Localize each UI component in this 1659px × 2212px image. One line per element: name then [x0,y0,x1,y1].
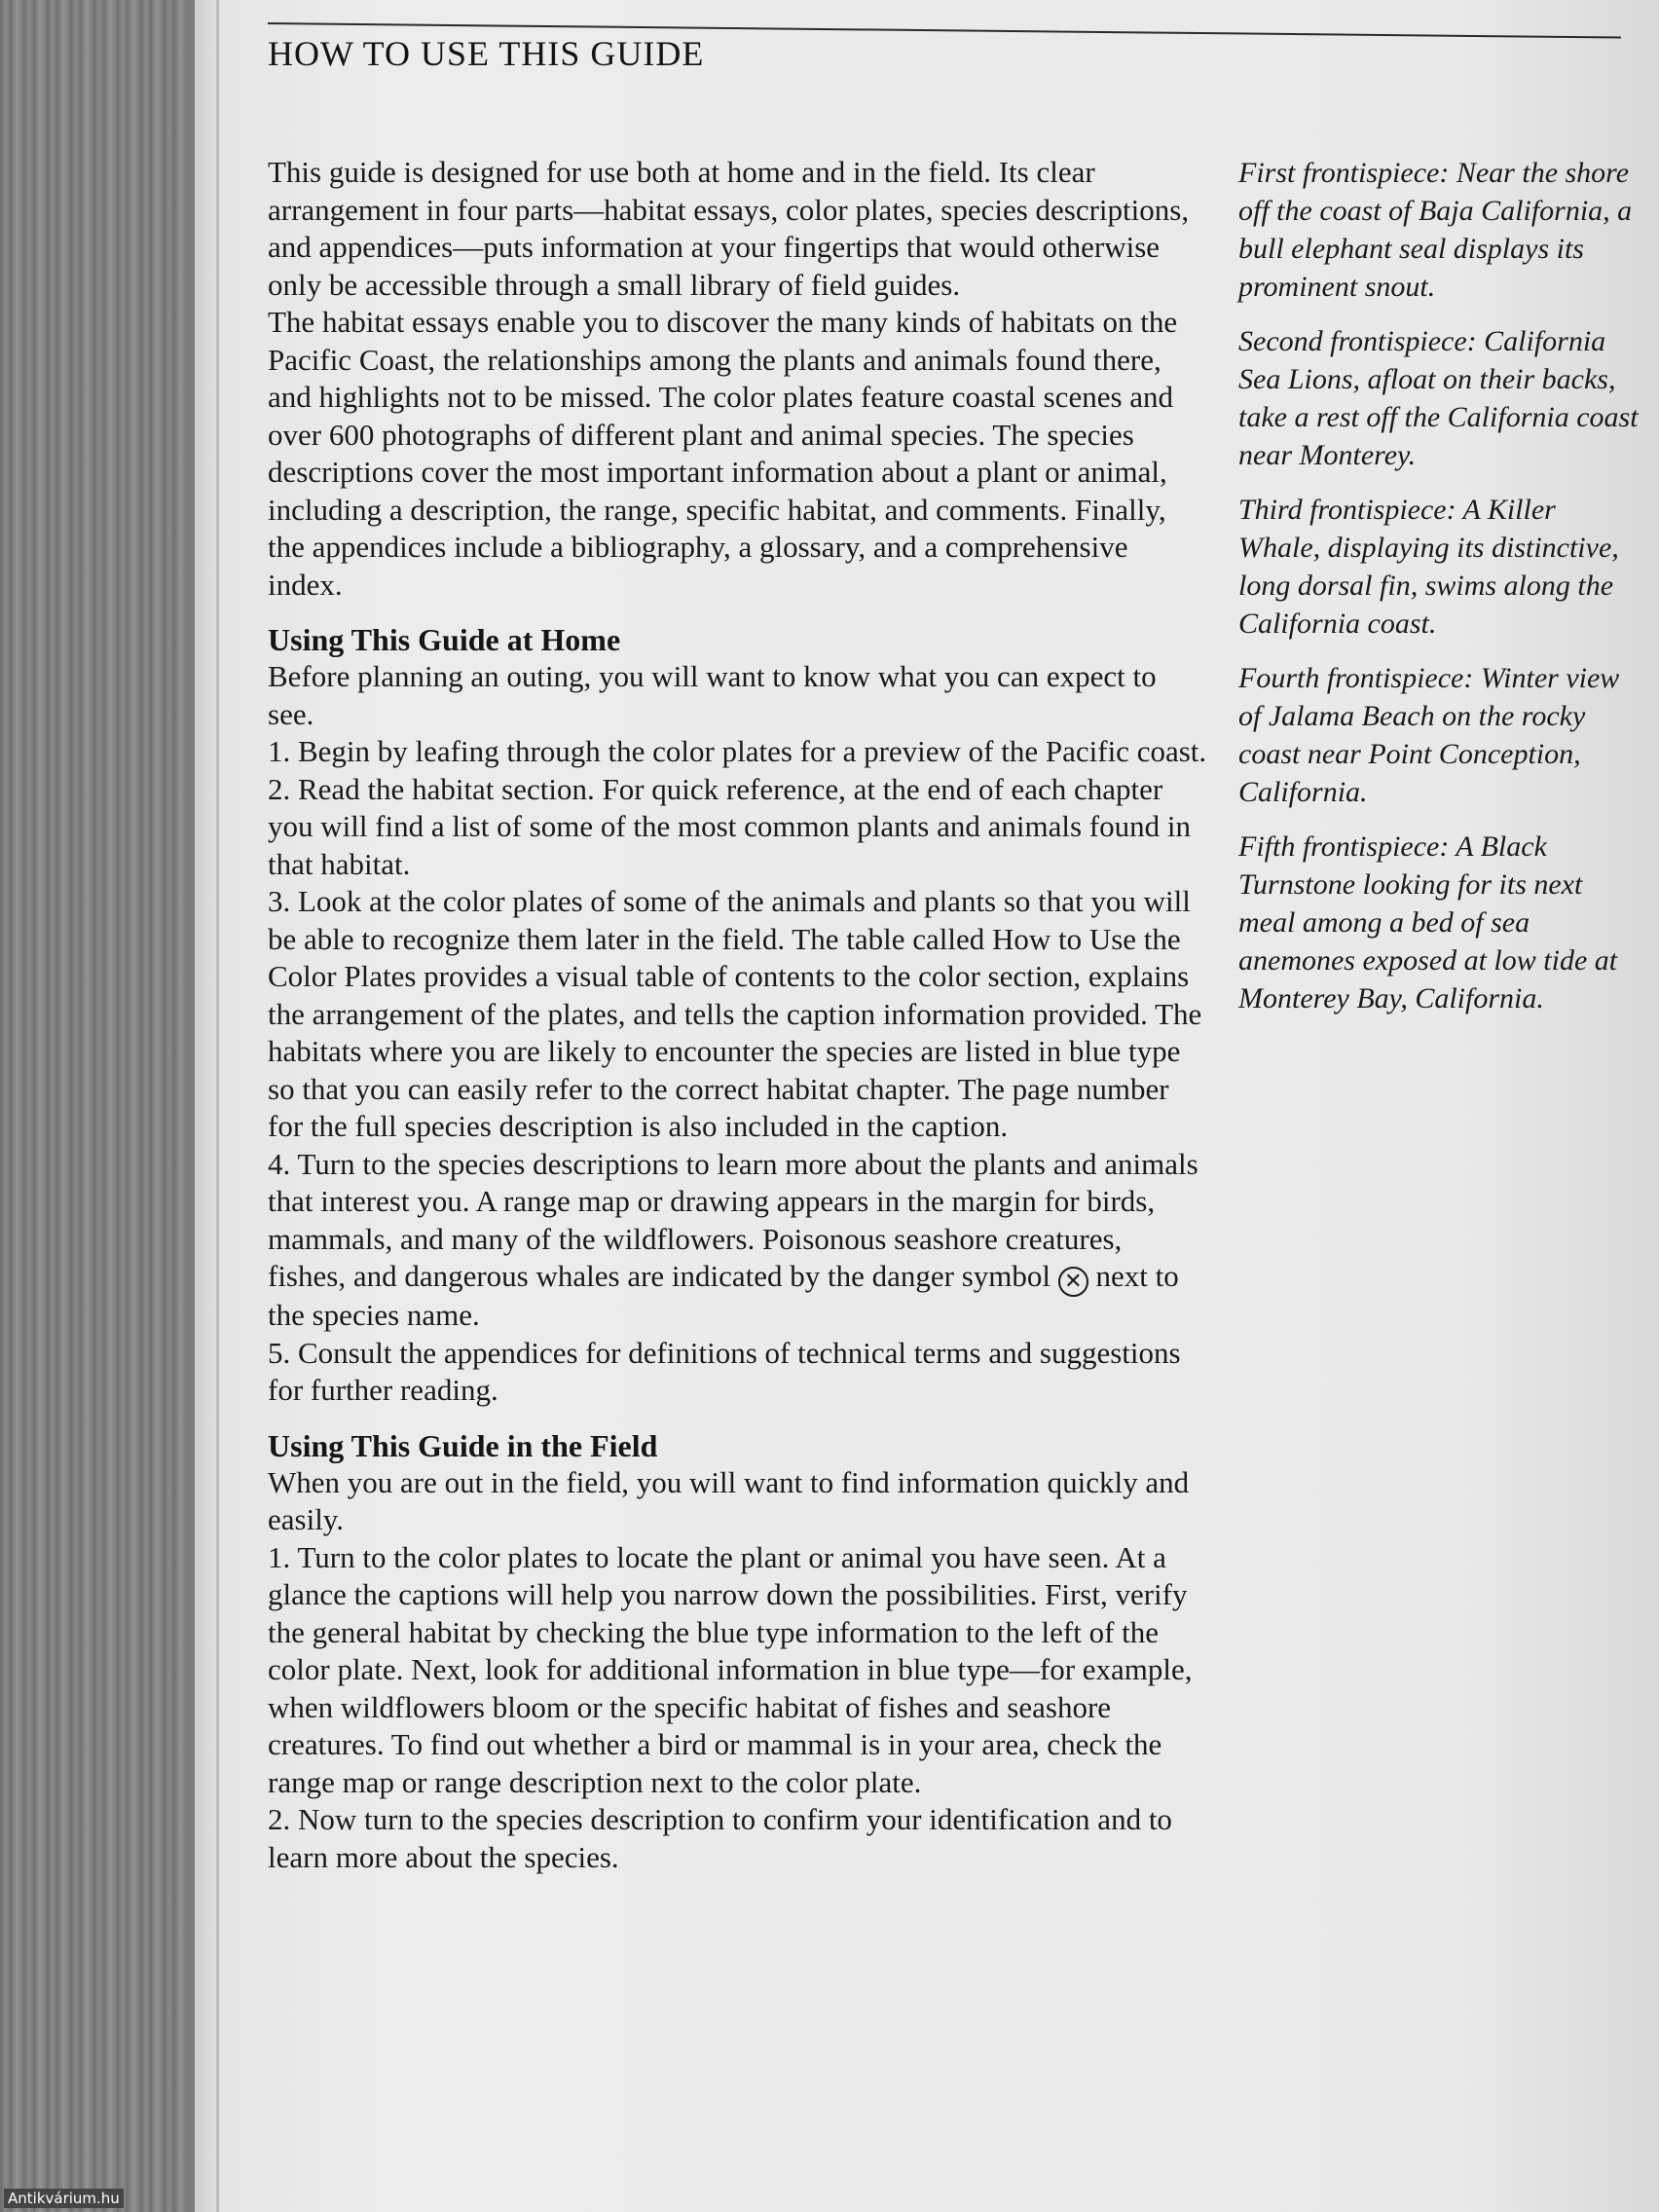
step-item: 1. Turn to the color plates to locate the plant or animal you have seen. At a glance the captions will help you narrow down the possibilities. First, verify the general habitat by checking the blue type information to the left of the color plate. Next, look for additional information in blue type—for example, when wildflowers bloom or the specific habitat of fishes and seashore creatures. To find out whether a bird or mammal is in your area, check the range map or range description next to the color plate. [268,1539,1193,1799]
frontispiece-captions [1238,154,1642,1034]
caption: Third frontispiece: A Killer Whale, displaying its distinctive, long dorsal fin, swims along the California coast. [1238,494,1619,640]
watermark: Antikvárium.hu [4,2189,124,2208]
caption: Fifth frontispiece: A Black Turnstone looking for its next meal among a bed of sea anemones exposed at low tide at Monterey Bay, California. [1238,830,1618,1014]
section-heading-home: Using This Guide at Home [268,622,621,657]
section-lead: When you are out in the field, you will want to find information quickly and easily. [268,1464,1190,1536]
main-column [268,154,1207,1876]
wood-background [0,0,185,2212]
step-item: 2. Read the habitat section. For quick reference, at the end of each chapter you will find a list of some of the most common plants and animals found in that habitat. [268,771,1191,881]
step-item-4 [268,1146,1207,1335]
page-title: HOW TO USE THIS GUIDE [268,34,705,73]
caption: First frontispiece: Near the shore off the coast of Baja California, a bull elephant seal displays its prominent snout. [1238,157,1633,303]
section-heading-field: Using This Guide in the Field [268,1427,658,1463]
caption: Fourth frontispiece: Winter view of Jalama Beach on the rocky coast near Point Conception, California. [1238,662,1620,808]
intro-paragraph: The habitat essays enable you to discover the many kinds of habitats on the Pacific Coast, the relationships among the plants and animals found there, and highlights not to be missed. The color plates feature coastal scenes and over 600 photographs of different plant and animal species. The species descriptions cover the most important information about a plant or animal, including a description, the range, specific habitat, and comments. Finally, the appendices include a bibliography, a glossary, and a comprehensive index. [268,305,1178,602]
step-item: 1. Begin by leafing through the color plates for a preview of the Pacific coast. [268,734,1207,768]
step-4-text-end: next to the species name. [268,1259,1179,1332]
intro-paragraph: This guide is designed for use both at home and in the field. Its clear arrangement in four parts—habitat essays, color plates, species descriptions, and appendices—puts information at your fingertips that would otherwise only be accessible through a small library of field guides. [268,155,1190,302]
step-item: 2. Now turn to the species description to confirm your identification and to learn more about the species. [268,1802,1172,1874]
danger-symbol-icon: ✕ [1058,1267,1088,1297]
page-edge [216,0,219,2212]
section-lead: Before planning an outing, you will want to know what you can expect to see. [268,659,1157,731]
step-item: 3. Look at the color plates of some of the animals and plants so that you will be able to recognize them later in the field. The table called How to Use the Color Plates provides a visual table of contents to the color section, explains the arrangement of the plates, and tells the caption information provided. The habitats where you are likely to encounter the species are listed in blue type so that you can easily refer to the correct habitat chapter. The page number for the full species description is also included in the caption. [268,884,1202,1143]
step-item: 5. Consult the appendices for definitions of technical terms and suggestions for further reading. [268,1335,1181,1407]
step-4-text: 4. Turn to the species descriptions to learn more about the plants and animals that interest you. A range map or drawing appears in the margin for birds, mammals, and many of the wildflowers. Poisonous seashore creatures, fishes, and dangerous whales are indicated by the danger symbol [268,1146,1198,1293]
caption: Second frontispiece: California Sea Lions, afloat on their backs, take a rest off the California coast near Monterey. [1238,325,1639,471]
